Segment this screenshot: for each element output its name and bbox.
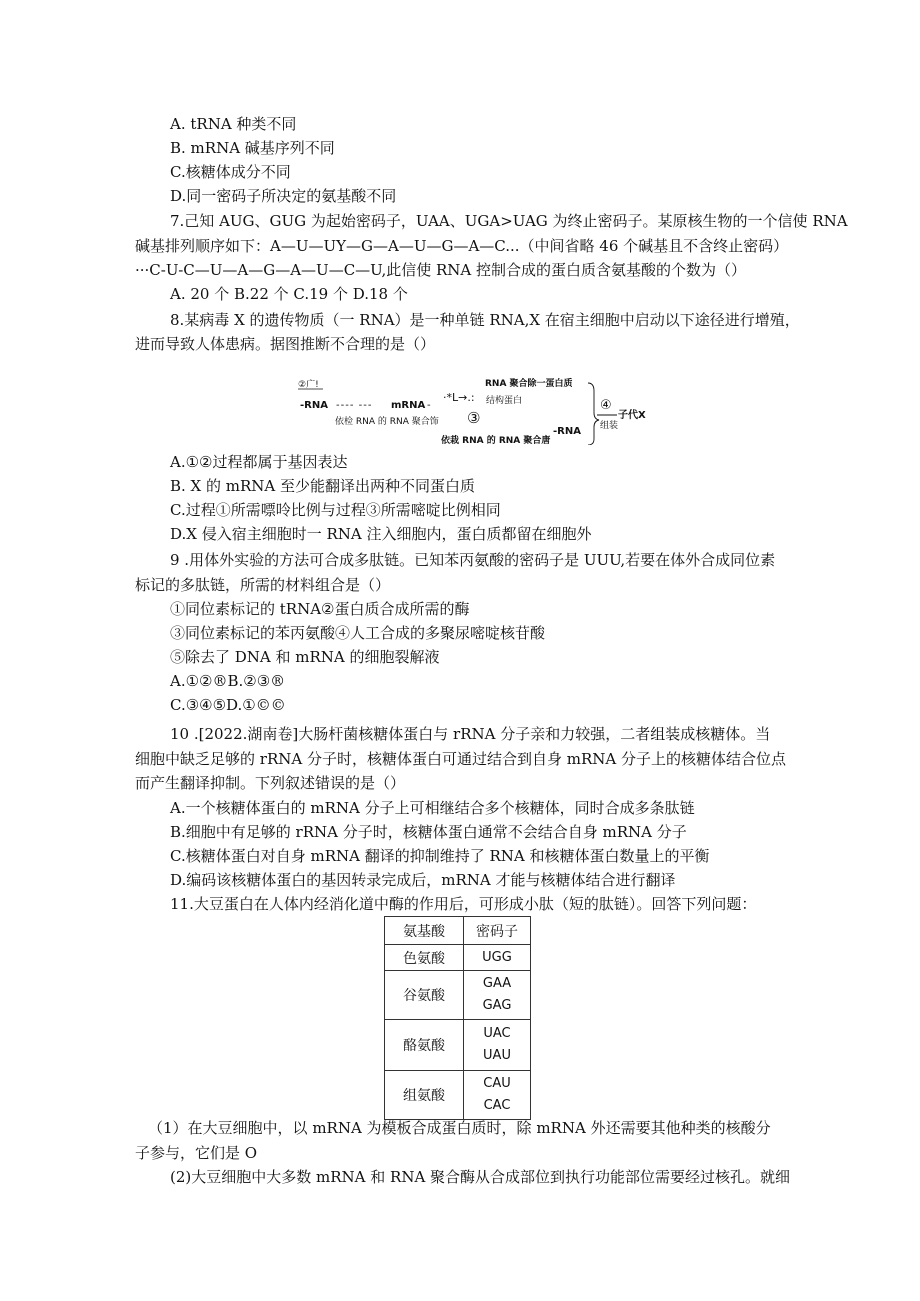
diagram-marker-top: ②广! xyxy=(298,380,319,390)
q9-item-3: ⑤除去了 DNA 和 mRNA 的细胞裂解液 xyxy=(170,648,440,666)
q10-option-b: B.细胞中有足够的 rRNA 分子时，核糖体蛋白通常不会结合自身 mRNA 分子 xyxy=(170,823,687,841)
codon-value: UGG xyxy=(482,949,512,965)
table-header-row xyxy=(385,917,531,945)
diagram-mrna: mRNA xyxy=(391,400,426,411)
q11-part1-line1: （1）在大豆细胞中，以 mRNA 为模板合成蛋白质时，除 mRNA 外还需要其他种类的核酸分 xyxy=(148,1119,771,1137)
codon-value: GAA xyxy=(482,976,512,991)
amino-acid-cell: 酪氨酸 xyxy=(385,1020,464,1071)
diagram-dash-after: - xyxy=(427,400,431,411)
codon-value: CAU xyxy=(483,1076,511,1091)
diagram-neg-rna-left: -RNA xyxy=(300,400,328,411)
q10-option-c: C.核糖体蛋白对自身 mRNA 翻译的抑制维持了 RNA 和核糖体蛋白数量上的平衡 xyxy=(170,847,710,865)
codon-value: UAC xyxy=(483,1026,511,1041)
q11-stem: 11.大豆蛋白在人体内经消化道中酶的作用后，可形成小肽（短的肽链）。回答下列问题： xyxy=(170,895,757,913)
q9-item-1: ①同位素标记的 tRNA②蛋白质合成所需的酶 xyxy=(170,600,470,618)
diagram-progeny: 子代X xyxy=(618,410,646,421)
codon-table xyxy=(384,916,531,1120)
q10-stem-line3: 而产生翻译抑制。下列叙述错误的是（） xyxy=(135,774,406,792)
diagram-protein-polymerase: RNA 聚合除一蛋白质 xyxy=(485,379,573,389)
q9-stem-line2: 标记的多肽链，所需的材料组合是（） xyxy=(135,576,391,594)
diagram-enzyme-left: 依检 RNA 的 RNA 聚合饰 xyxy=(335,417,439,427)
q10-option-a: A.一个核糖体蛋白的 mRNA 分子上可相继结合多个核糖体，同时合成多条肽链 xyxy=(170,799,695,817)
q9-stem-line1: 9 .用体外实验的方法可合成多肽链。已知苯丙氨酸的密码子是 UUU,若要在体外合成同位素 xyxy=(170,551,776,569)
virus-replication-diagram xyxy=(295,373,695,445)
table-header-codon: 密码子 xyxy=(464,917,531,945)
diagram-enzyme-bottom: 依栽 RNA 的 RNA 聚合唐 xyxy=(441,436,551,446)
q11-part1-line2: 子参与，它们是 O xyxy=(135,1144,258,1162)
q11-part2-line1: (2)大豆细胞中大多数 mRNA 和 RNA 聚合酶从合成部位到执行功能部位需要经过核孔。就细 xyxy=(170,1168,791,1186)
q8-option-d: D.X 侵入宿主细胞时一 RNA 注入细胞内，蛋白质都留在细胞外 xyxy=(170,525,592,543)
q10-stem-line1: 10 .[2022.湖南卷]大肠杆菌核糖体蛋白与 rRNA 分子亲和力较强，二者组装成核糖体。当 xyxy=(170,725,771,743)
diagram-step-4: ④ xyxy=(600,398,612,413)
codon-value: GAG xyxy=(482,998,512,1013)
q7-stem-line1: 7.己知 AUG、GUG 为起始密码子，UAA、UGA>UAG 为终止密码子。某原核生物的一个信使 RNA xyxy=(170,212,848,230)
diagram-assemble-label: 组装 xyxy=(600,421,619,431)
codon-value: UAU xyxy=(483,1048,511,1063)
amino-acid-cell: 组氨酸 xyxy=(385,1071,464,1120)
table-row xyxy=(385,945,531,971)
codon-cell xyxy=(464,1020,531,1071)
q10-option-d: D.编码该核糖体蛋白的基因转录完成后，mRNA 才能与核糖体结合进行翻译 xyxy=(170,871,676,889)
q8-stem-line2: 进而导致人体患病。据图推断不合理的是（） xyxy=(135,335,436,353)
q6-option-a: A. tRNA 种类不同 xyxy=(170,115,297,133)
q8-option-a: A.①②过程都属于基因表达 xyxy=(170,453,348,471)
table-row xyxy=(385,1071,531,1120)
q10-stem-line2: 细胞中缺乏足够的 rRNA 分子时，核糖体蛋白可通过结合到自身 mRNA 分子上的核糖体结合位点 xyxy=(135,750,786,768)
table-row xyxy=(385,1020,531,1071)
q9-options-2: C.③④⑤D.①©© xyxy=(170,696,286,714)
q6-option-b: B. mRNA 碱基序列不同 xyxy=(170,139,335,157)
amino-acid-cell: 色氨酸 xyxy=(385,945,464,971)
diagram-neg-rna-right: -RNA xyxy=(553,426,581,437)
q8-option-b: B. X 的 mRNA 至少能翻译出两种不同蛋白质 xyxy=(170,477,476,495)
codon-cell xyxy=(464,971,531,1020)
q8-stem-line1: 8.某病毒 X 的遗传物质（一 RNA）是一种单链 RNA,X 在宿主细胞中启动以下途径进行增殖， xyxy=(170,311,800,329)
q6-option-c: C.核糖体成分不同 xyxy=(170,163,291,181)
table-row xyxy=(385,971,531,1020)
q9-options-1: A.①②®B.②③® xyxy=(170,672,286,690)
codon-cell xyxy=(464,945,531,971)
diagram-step-3: ③ xyxy=(467,409,481,427)
codon-cell xyxy=(464,1071,531,1120)
q6-option-d: D.同一密码子所决定的氨基酸不同 xyxy=(170,187,397,205)
table-header-amino: 氨基酸 xyxy=(385,917,464,945)
diagram-dashes: ---- --- xyxy=(336,400,373,411)
codon-value: CAC xyxy=(483,1098,511,1113)
q8-option-c: C.过程①所需嘌呤比例与过程③所需嘧啶比例相同 xyxy=(170,501,501,519)
q7-stem-line2: 碱基排列顺序如下：A—U—UY—G—A—U—G—A—C...（中间省略 46 个碱基且不含终止密码） xyxy=(135,237,789,255)
q7-stem-line3: ···C-U-C—U—A—G—A—U—C—U,此信使 RNA 控制合成的蛋白质含氨基酸的个数为（） xyxy=(135,261,747,279)
diagram-protein-structural: 结构蛋白 xyxy=(486,396,523,406)
amino-acid-cell: 谷氨酸 xyxy=(385,971,464,1020)
assembly-brace xyxy=(588,383,599,445)
q7-options: A. 20 个 B.22 个 C.19 个 D.18 个 xyxy=(170,285,408,303)
q9-item-2: ③同位素标记的苯丙氨酸④人工合成的多聚尿嘧啶核苷酸 xyxy=(170,624,546,642)
diagram-translation-mark: ·*L→.: xyxy=(443,391,475,404)
